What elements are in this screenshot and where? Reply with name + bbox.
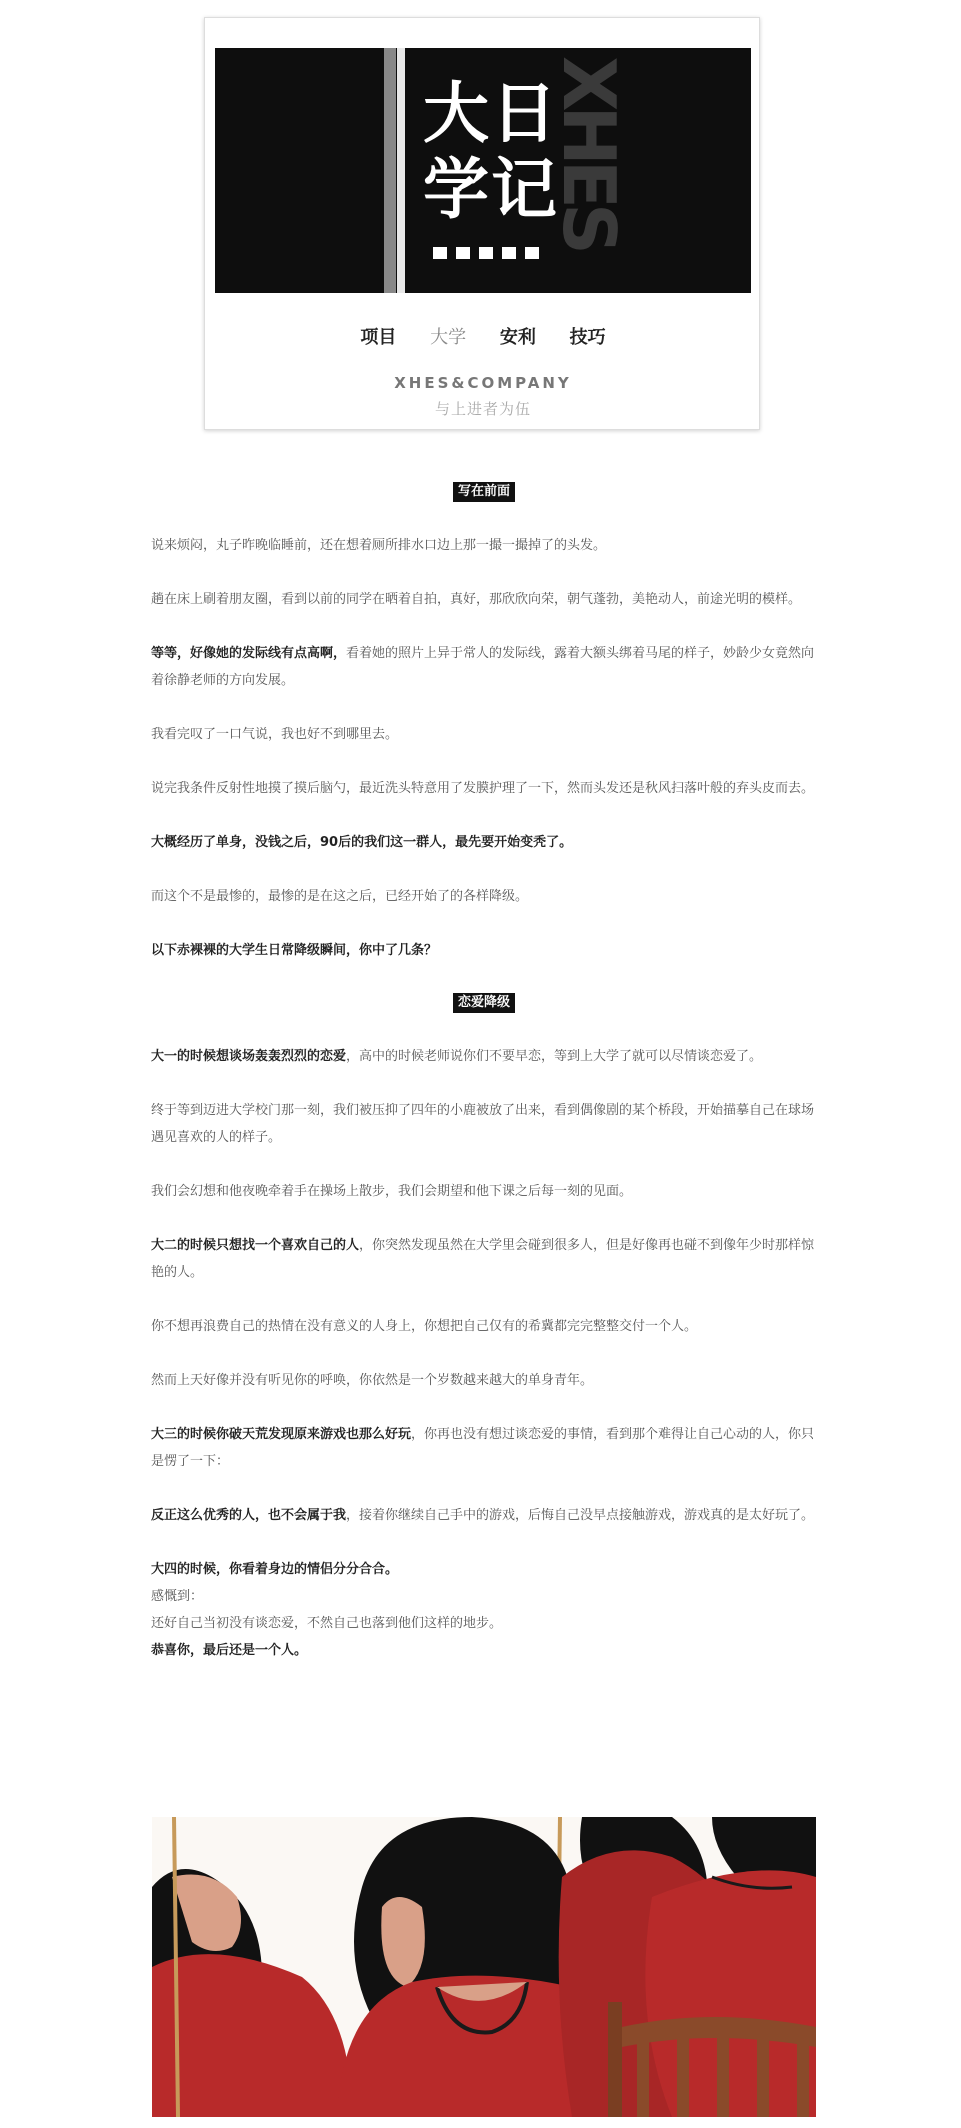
paragraph-text: 还好自己当初没有谈恋爱，不然自己也落到他们这样的地步。 (151, 1616, 503, 1631)
paragraph-text: 我看完叹了一口气说，我也好不到哪里去。 (151, 727, 399, 742)
paragraph (151, 1232, 817, 1286)
section-heading-wrap (151, 991, 817, 1013)
paragraph-emphasis: 大四的时候，你看着身边的情侣分分合合。 (151, 1562, 399, 1577)
paragraph-text: 说来烦闷，丸子昨晚临睡前，还在想着厕所排水口边上那一撮一撮掉了的头发。 (151, 538, 607, 553)
paragraph (151, 1583, 817, 1610)
menu-item-university[interactable]: 大学 (430, 327, 467, 348)
paragraph-text: 感慨到： (151, 1589, 204, 1604)
logo-line-2: 学记 (423, 151, 559, 228)
brand-banner (215, 48, 751, 293)
paragraph (151, 829, 817, 856)
brand-logo (423, 76, 583, 228)
illustration-svg (152, 1817, 816, 2117)
paragraph-text: 而这个不是最惨的，最惨的是在这之后，已经开始了的各样降级。 (151, 889, 529, 904)
banner-stripe (397, 48, 405, 293)
paragraph-text: ，你突然发现虽然在大学里会碰到很多人，但是好像再也碰不到像年少时那样惊艳的人。 (151, 1238, 815, 1280)
paragraph-emphasis: 以下赤裸裸的大学生日常降级瞬间，你中了几条？ (151, 943, 438, 958)
article-body (151, 470, 817, 1694)
banner-stripe (384, 48, 396, 293)
paragraph-text: 然而上天好像并没有听见你的呼唤，你依然是一个岁数越来越大的单身青年。 (151, 1373, 594, 1388)
paragraph (151, 640, 817, 694)
menu-item-tips[interactable]: 技巧 (569, 327, 606, 348)
section-heading: 写在前面 (453, 482, 515, 502)
menu-item-projects[interactable]: 项目 (360, 327, 397, 348)
paragraph-text: ，高中的时候老师说你们不要早恋，等到上大学了就可以尽情谈恋爱了。 (346, 1049, 763, 1064)
banner-watermark: XHES (547, 56, 631, 249)
paragraph (151, 1043, 817, 1070)
paragraph-text: 你不想再浪费自己的热情在没有意义的人身上，你想把自己仅有的希冀都完完整整交付一个人。 (151, 1319, 698, 1334)
paragraph-text: 说完我条件反射性地摸了摸后脑勺，最近洗头特意用了发膜护理了一下，然而头发还是秋风扫落叶般的弃头皮而去。 (151, 781, 815, 796)
paragraph-emphasis: 大一的时候想谈场轰轰烈烈的恋爱 (151, 1049, 347, 1064)
paragraph-emphasis: 反正这么优秀的人，也不会属于我 (151, 1508, 347, 1523)
slogan: 与上进者为伍 (434, 400, 531, 418)
paragraph (151, 532, 817, 559)
paragraph (151, 1637, 817, 1664)
paragraph (151, 1178, 817, 1205)
logo-line-1: 大日 (423, 75, 559, 152)
paragraph (151, 1610, 817, 1637)
paragraph-emphasis: 大三的时候你破天荒发现原来游戏也那么好玩 (151, 1427, 412, 1442)
paragraph-text: 我们会幻想和他夜晚牵着手在操场上散步，我们会期望和他下课之后每一刻的见面。 (151, 1184, 633, 1199)
paragraph-emphasis: 大概经历了单身，没钱之后，90后的我们这一群人，最先要开始变秃了。 (151, 835, 573, 850)
paragraph-text: 看着她的照片上异于常人的发际线，露着大额头绑着马尾的样子，妙龄少女竟然向着徐静老师的方向发展。 (151, 646, 815, 688)
paragraph (151, 1097, 817, 1151)
paragraph (151, 721, 817, 748)
paragraph-text: 终于等到迈进大学校门那一刻，我们被压抑了四年的小鹿被放了出来，看到偶像剧的某个桥段，开始描摹自己在球场遇见喜欢的人的样子。 (151, 1103, 815, 1145)
paragraph (151, 1502, 817, 1529)
paragraph (151, 586, 817, 613)
paragraph (151, 1313, 817, 1340)
paragraph-text: ，接着你继续自己手中的游戏，后悔自己没早点接触游戏，游戏真的是太好玩了。 (346, 1508, 815, 1523)
paragraph-emphasis: 大二的时候只想找一个喜欢自己的人 (151, 1238, 360, 1253)
paragraph-text: ，你再也没有想过谈恋爱的事情，看到那个难得让自己心动的人，你只是愣了一下： (151, 1427, 815, 1469)
header-card (204, 17, 760, 430)
company-name: XHES&COMPANY (394, 374, 572, 392)
paragraph (151, 775, 817, 802)
section-heading: 恋爱降级 (453, 993, 515, 1013)
paragraph (151, 937, 817, 964)
paragraph (151, 1367, 817, 1394)
paragraph (151, 1556, 817, 1583)
illustration-women-in-red (152, 1817, 816, 2117)
paragraph-emphasis: 等等，好像她的发际线有点高啊， (151, 646, 347, 661)
menu-item-recommend[interactable]: 安利 (499, 327, 536, 348)
category-menu (205, 323, 761, 349)
paragraph (151, 883, 817, 910)
paragraph-emphasis: 恭喜你，最后还是一个人。 (151, 1643, 308, 1658)
logo-dots (433, 244, 573, 256)
paragraph (151, 1421, 817, 1475)
section-heading-wrap (151, 480, 817, 502)
paragraph-text: 趟在床上刷着朋友圈，看到以前的同学在晒着自拍，真好，那欣欣向荣，朝气蓬勃，美艳动人，前途光明的模样。 (151, 592, 802, 607)
